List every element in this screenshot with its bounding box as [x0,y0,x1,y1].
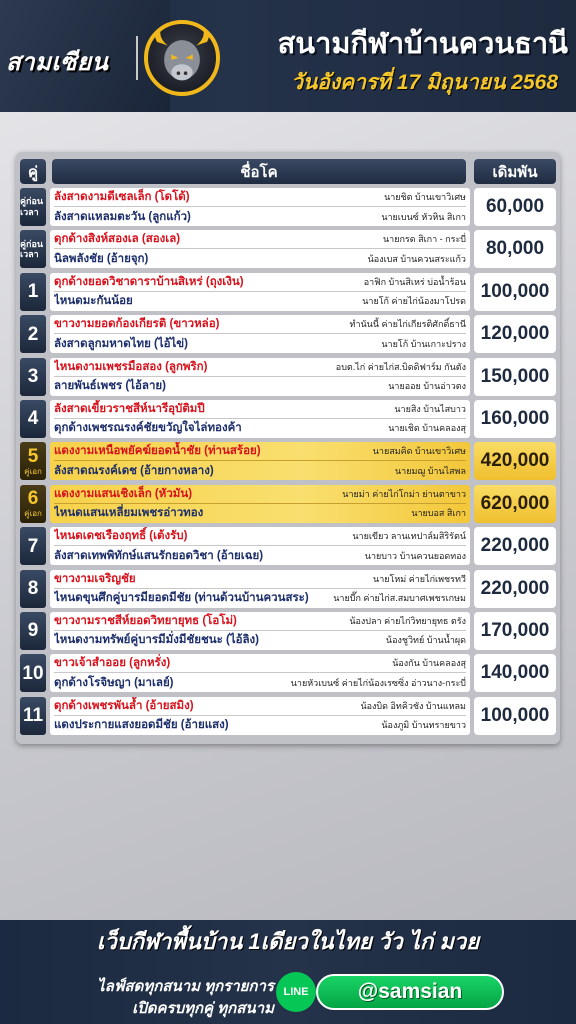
bottom-corner-line [54,419,466,438]
top-corner-line [54,654,466,673]
table-row [20,228,556,270]
red-corner-name: ไหนดงามเพชรมือสอง (ลูกพริก) [54,360,208,373]
red-corner-owner: น้องบิด อิทคิวชัง บ้านแหลม [360,700,466,711]
bet-amount: 220,000 [474,527,556,565]
bottom-corner-line [54,673,466,692]
top-corner-line [54,358,466,377]
blue-corner-name: ลังสาดณรงค์เดช (อ้ายกางหลาง) [54,464,214,477]
red-corner-owner: น้องปลา ค่ายไก่วิทยายุทธ ตรัง [349,615,466,626]
top-corner-line [54,442,466,461]
blue-corner-owner: น้องภูมิ บ้านทรายขาว [381,720,466,731]
red-corner-name: แดงงามแสนเชิงเล็ก (หัวมัน) [54,487,193,500]
bottom-corner-line [54,461,466,480]
pair-number-value: 1 [27,281,39,303]
red-corner-owner: นายม่า ค่ายไก่โกม่า ย่านตาขาว [342,488,466,499]
blue-corner-owner: นายบอส สิเกา [411,508,466,519]
pair-number-value: 5 [27,445,39,467]
header [0,0,576,112]
red-corner-name: ดุกด้างเพชรพันล้ำ (อ้ายสมิง) [54,699,194,712]
pair-number-subtitle: คู่เอก [24,466,42,476]
bet-amount: 60,000 [474,188,556,226]
top-corner-line [54,273,466,292]
bet-amount: 100,000 [474,273,556,311]
blue-corner-name: ดุกด้างเพชรณรงค์ชัยขวัญใจไล่ทองค้า [54,422,242,435]
bet-amount: 170,000 [474,612,556,650]
red-corner-owner: น้องกัน บ้านคลองสุ [392,658,466,669]
blue-corner-name: ลังสาดแหลมตะวัน (ลูกแก้ว) [54,210,191,223]
table-row [20,695,556,737]
match-card [50,527,470,565]
red-corner-owner: ทำนันนี้ ค่ายไก่เกียรติศักดิ์ธานี [349,319,466,330]
match-card [50,230,470,268]
blue-corner-name: ไหนดขุนศึกคู่บารมียอดมีชัย (ท่านด้วนบ้านควนสระ) [54,592,309,605]
match-card [50,188,470,226]
match-card [50,442,470,480]
pair-number [20,654,46,692]
footer-headline: เว็บกีฬาพื้นบ้าน 1เดียวในไทย วัว ไก่ มวย [96,929,480,954]
red-corner-owner: นายกรด สิเกา - กระบี่ [382,234,466,245]
bet-amount: 160,000 [474,400,556,438]
red-corner-name: ขาวงามเจริญชัย [54,572,136,585]
column-header-bet: เดิมพัน [474,159,556,184]
match-card [50,697,470,735]
bet-amount: 420,000 [474,442,556,480]
blue-corner-name: ไหนดมะกันน้อย [54,295,133,308]
blue-corner-owner: นายบี๊ก ค่ายไก่ส.สมบาศเพชรเกษม [333,593,466,604]
top-corner-line [54,188,466,207]
bottom-corner-line [54,207,466,226]
red-corner-name: ดุกด้างสิงห์สองเล (สองเล) [54,233,181,246]
venue-title: สนามกีฬาบ้านควนธานี [277,28,568,60]
pair-number-value: คู่ก่อนเวลา [20,196,44,217]
red-corner-name: ลังสาดเขี้ยวราชสีห์นารีอุบัติมปี [54,402,205,415]
bull-logo-icon [144,20,220,96]
red-corner-owner: นายสมคิด บ้านเขาวิเศษ [372,446,466,457]
blue-corner-name: ลังสาดลูกมหาดไทย (ไอ้ไข่) [54,337,188,350]
blue-corner-name: ลายพันธ์เพชร (ไอ้ลาย) [54,380,166,393]
top-corner-line [54,400,466,419]
pair-number [20,315,46,353]
column-header-number: คู่ [20,159,46,184]
pair-number [20,570,46,608]
pair-number [20,485,46,523]
pair-number-subtitle: คู่เอก [24,509,42,519]
red-corner-name: ไหนดเดชเรืองฤทธิ์ (เต้งรับ) [54,530,188,543]
pair-number-value: 10 [22,662,44,684]
pair-number-value: 4 [27,408,39,430]
table-row [20,610,556,652]
blue-corner-owner: นายออย บ้านอ่าวตง [388,381,466,392]
red-corner-name: ขาวงามยอดก้องเกียรติ (ขาวหล่อ) [54,318,220,331]
footer-tagline-2: เปิดครบทุกคู่ ทุกสนาม [132,1000,274,1017]
bet-amount: 150,000 [474,358,556,396]
top-corner-line [54,612,466,631]
table-row [20,483,556,525]
pair-number-value: 7 [27,535,39,557]
red-corner-name: ลังสาดงามดีเซลเล็ก (โดโด้) [54,191,190,203]
red-corner-owner: อาฟิก บ้านสิเหร่ บ่อน้ำร้อน [363,276,466,287]
bet-amount: 220,000 [474,570,556,608]
bottom-corner-line [54,377,466,396]
pair-number-value: 6 [27,488,39,510]
table-row [20,525,556,567]
red-corner-owner: นายเขียว ลานเทปาล์มสิริรัตน์ [352,531,466,542]
pair-number-value: 11 [22,705,44,727]
pair-number [20,442,46,480]
brand-divider [136,36,138,80]
bet-amount: 120,000 [474,315,556,353]
match-card [50,570,470,608]
blue-corner-owner: นายหัวเบนซ์ ค่ายไก่น้องเรซซิ่ง อ่าวนาง-กระบี่ [290,677,466,688]
top-corner-line [54,697,466,716]
pair-number [20,273,46,311]
red-corner-name: ดุกด้างยอดวิชาดาราบ้านสิเหร่ (ถุงเงิน) [54,275,244,288]
top-corner-line [54,570,466,589]
table-row [20,440,556,482]
pair-number [20,188,46,226]
red-corner-name: ขาวเจ้าสำออย (ลูกหรั่ง) [54,657,171,670]
table-row [20,313,556,355]
top-corner-line [54,230,466,249]
bet-amount: 100,000 [474,697,556,735]
table-row [20,568,556,610]
pair-number [20,527,46,565]
pair-number [20,612,46,650]
line-id-button[interactable]: @samsian [316,974,504,1010]
bottom-corner-line [54,546,466,565]
blue-corner-owner: น้องเบส บ้านควนสระแก้ว [367,253,466,264]
blue-corner-name: ไหนดแสนเหลี่ยมเพชรอ่าวทอง [54,507,204,520]
red-corner-name: ขาวงามราชสีห์ยอดวิทยายุทธ (โอโม่) [54,614,237,627]
bottom-corner-line [54,589,466,608]
blue-corner-owner: นายโก้ บ้านเกาะปราง [381,338,466,349]
bottom-corner-line [54,631,466,650]
top-corner-line [54,485,466,504]
blue-corner-owner: นายบาว บ้านควนยอดทอง [364,550,466,561]
blue-corner-owner: นายเบนซ์ หัวหิน สิเกา [381,211,466,222]
match-card [50,358,470,396]
red-corner-owner: อบต.ไก่ ค่ายไก่ส.บิดดิฟาร์ม กันตัง [335,361,466,372]
blue-corner-owner: น้องชูวิทย์ บ้านน้ำผุด [385,635,466,646]
bottom-corner-line [54,334,466,353]
match-card [50,612,470,650]
match-card [50,315,470,353]
bottom-corner-line [54,716,466,735]
table-row [20,356,556,398]
table-row [20,186,556,228]
pair-number-value: 9 [27,620,39,642]
pair-number-value: 8 [27,578,39,600]
brand-logo-text: สามเซียน [6,49,109,76]
event-date: วันอังคารที่ 17 มิถุนายน 2568 [291,71,558,94]
red-corner-owner: นายสิง บ้านไสบาว [394,403,466,414]
pair-number-value: คู่ก่อนเวลา [20,238,44,260]
blue-corner-name: นิลพลังชัย (อ้ายจุก) [54,252,149,265]
footer-tagline-1: ไลฟ์สดทุกสนาม ทุกรายการ [97,978,274,995]
pair-number [20,400,46,438]
column-header-name: ชื่อโค [52,159,466,184]
bottom-corner-line [54,504,466,523]
match-card [50,400,470,438]
blue-corner-name: ไหนดงามทรัพย์คู่บารมีมั่งมีชัยชนะ (ไอ้ลิง) [54,634,260,647]
match-card [50,273,470,311]
pair-number-value: 3 [27,366,39,388]
pair-number [20,358,46,396]
bet-amount: 140,000 [474,654,556,692]
table-row [20,652,556,694]
blue-corner-owner: นายมฌู บ้านไสพล [395,465,466,476]
pair-number-value: 2 [27,323,39,345]
match-table [16,152,560,744]
bottom-corner-line [54,292,466,311]
red-corner-owner: นายชิต บ้านเขาวิเศษ [384,192,466,202]
pair-number [20,230,46,268]
red-corner-owner: นายโหม่ ค่ายไก่เพชรทวี [373,573,466,584]
blue-corner-owner: นายเชิด บ้านคลองสุ [388,423,466,434]
table-row [20,398,556,440]
line-app-icon[interactable]: LINE [276,972,316,1012]
table-header [20,156,556,186]
blue-corner-name: ดุกด้างโรจิษญา (มาเลย์) [54,676,174,689]
red-corner-name: แดงงามเหนือพยัคฆ์ยอดน้ำชัย (ท่านสร้อย) [54,445,261,458]
bet-amount: 620,000 [474,485,556,523]
blue-corner-name: ลังสาดเทพพิทักษ์แสนรักยอดวิชา (อ้ายเฉย) [54,549,264,562]
match-card [50,485,470,523]
blue-corner-name: แดงประกายแสงยอดมีชัย (อ้ายแสง) [54,719,229,732]
match-card [50,654,470,692]
blue-corner-owner: นายโก้ ค่ายไก่น้องมาโปรด [362,296,466,307]
bottom-corner-line [54,249,466,268]
table-body [20,186,556,737]
table-row [20,271,556,313]
bet-amount: 80,000 [474,230,556,268]
top-corner-line [54,315,466,334]
pair-number [20,697,46,735]
top-corner-line [54,527,466,546]
